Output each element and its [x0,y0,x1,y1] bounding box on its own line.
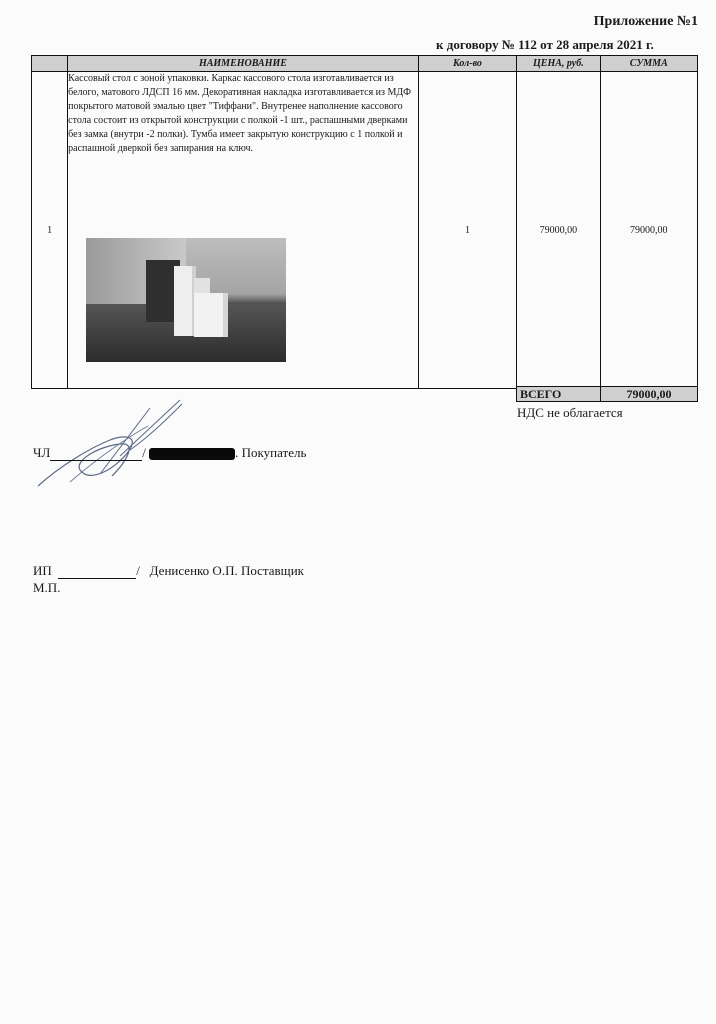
total-value: 79000,00 [601,387,698,402]
supplier-signature-blank [58,578,136,579]
row-number: 1 [32,72,68,389]
photo-white-cabinet [174,266,196,336]
total-table [516,386,698,402]
total-block [516,386,698,402]
product-cell [68,72,419,389]
row-sum: 79000,00 [600,72,697,389]
redacted-name [149,448,235,460]
column-header-number [32,56,68,72]
table-header-row [32,56,698,72]
buyer-signature-line: ЧЛ / . Покупатель [33,445,307,460]
column-header-sum: СУММА [600,56,697,72]
supplier-prefix: ИП [33,563,52,578]
column-header-qty: Кол-во [418,56,516,72]
vat-note: НДС не облагается [517,405,623,420]
stamp-label: М.П. [33,580,61,595]
total-label: ВСЕГО [517,387,601,402]
annex-title: Приложение №1 [593,14,698,29]
column-header-price: ЦЕНА, руб. [517,56,600,72]
product-photo [86,238,286,362]
specification-table [31,55,698,389]
supplier-name: Денисенко О.П. Поставщик [149,563,304,578]
product-description: Кассовый стол с зоной упаковки. Каркас кассового стола изготавливается из белого, матового ЛДСП 16 мм. Декоративная накладка изготавливается из МДФ покрытого матовой эмалью цвет "Тиффани". Внутренее наполнение кассового стола состоит из открытой конструкции с полкой -1 шт., распашными дверками без замка (внутри -2 полки). Тумба имеет закрытую конструкцию с 1 полкой и распашной дверкой без запирания на ключ. [68,73,412,154]
row-quantity: 1 [418,72,516,389]
row-price: 79000,00 [517,72,600,389]
contract-reference: к договору № 112 от 28 апреля 2021 г. [436,37,654,52]
buyer-role: . Покупатель [235,445,307,460]
buyer-signature-blank [50,460,142,461]
photo-white-counter [194,293,228,337]
table-row [32,72,698,389]
column-header-name: НАИМЕНОВАНИЕ [68,56,419,72]
supplier-signature-line: ИП / Денисенко О.П. Поставщик [33,563,304,578]
buyer-prefix: ЧЛ [33,445,51,460]
